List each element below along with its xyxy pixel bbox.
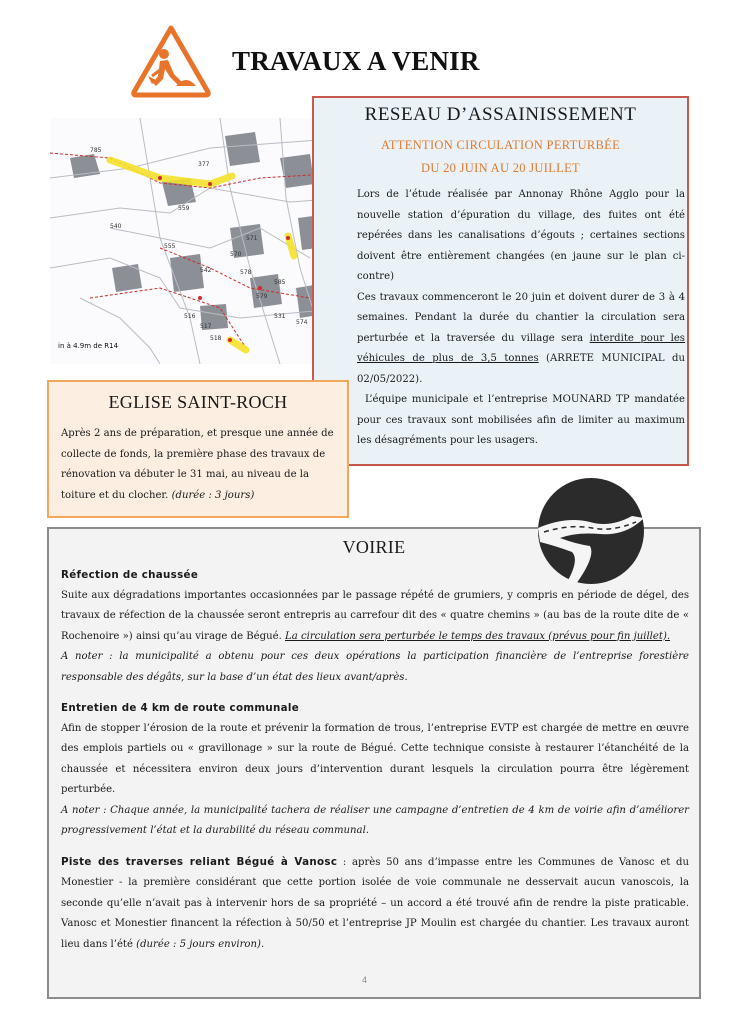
voirie-box [47,527,701,999]
section-heading-chaussee: Réfection de chaussée [61,569,199,581]
traffic-alert-line: ATTENTION CIRCULATION PERTURBÉE [380,138,621,152]
map-parcel-label: 531 [274,313,286,320]
voirie-title: VOIRIE [342,537,406,557]
assainissement-title: RESEAU D’ASSAINISSEMENT [364,104,637,125]
eglise-title: EGLISE SAINT-ROCH [108,392,288,412]
map-parcel-label: 574 [296,319,308,326]
section-text-piste: Piste des traverses reliant Bégué à Vanosc : après 50 ans d’impasse entre les Communes de Vanosc et du Monestier - la première considérant que cette portion isolée de voie communale ne desservait aucun vanoscois, la seconde qu’elle n’avait pas à intervenir hors de sa propriété – un accord a été trouvé afin de rendre la piste praticable. Vanosc et Monestier financent la réfection à 50/50 et l’entreprise JP Moulin est chargée du chantier. Les travaux auront lieu dans l’été (durée : 5 jours environ). [61,855,689,950]
map-parcel-label: 585 [274,279,286,286]
voirie-body [61,565,689,955]
page-number: 4 [362,975,368,985]
map-parcel-label: 578 [240,269,252,276]
map-scale-label: in à 4.9m de R14 [58,342,119,350]
section-note-chaussee: A noter : la municipalité a obtenu pour ces deux opérations la participation financière de l’entreprise forestière responsable des dégâts, sur la base d’un état des lieux avant/après. [61,651,689,683]
map-parcel-label: 571 [246,235,258,242]
page-title: TRAVAUX A VENIR [232,46,480,76]
section-text-chaussee: Suite aux dégradations importantes occasionnées par le passage répété de grumiers, y compris en période de dégel, des travaux de réfection de la chaussée seront entrepris au carrefour dit des « quatre chemins » (au bas de la route dite de « Rochenoire ») ainsi qu’au virage de Bégué. La circulation sera perturbée le temps des travaux (prévus pour fin juillet). [61,589,689,642]
roadwork-warning-icon [130,24,212,98]
map-parcel-label: 555 [164,243,176,250]
eglise-body: Après 2 ans de préparation, et presque une année de collecte de fonds, la première phase des travaux de rénovation va débuter le 31 mai, au niveau de la toiture et du clocher. (durée : 3 jours) [61,428,334,501]
sewer-works-map [50,118,346,364]
winding-road-icon [536,476,646,586]
map-parcel-label: 377 [198,161,210,168]
map-parcel-label: 542 [200,267,212,274]
section-heading-piste: Piste des traverses reliant Bégué à Vanosc [61,855,338,868]
section-heading-entretien: Entretien de 4 km de route communale [61,702,300,714]
section-note-entretien: A noter : Chaque année, la municipalité tachera de réaliser une campagne d’entretien de 4 km de voirie afin d’améliorer progressivement l’état et la durabilité du réseau communal. [61,804,689,836]
assainissement-para3: L’équipe municipale et l’entreprise MOUNARD TP mandatée pour ces travaux sont mobilisées afin de limiter au maximum les désagréments pour les usagers. [357,394,685,446]
section-text-entretien: Afin de stopper l’érosion de la route et prévenir la formation de trous, l’entreprise EVTP est chargée de mettre en œuvre des emplois partiels ou « gravillonage » sur la route de Bégué. Cette technique consiste à restaurer l’étanchéité de la chaussée et nécessitera environ deux jours d’intervention durant lesquels la circulation pourra être légèrement perturbée. [61,722,689,795]
chaussee-traffic-note: La circulation sera perturbée le temps des travaux (prévus pour fin juillet). [285,630,671,642]
eglise-box [47,380,349,518]
map-parcel-label: 518 [210,335,222,342]
tonnage-restriction: interdite pour les véhicules de plus de 3,5 tonnes [357,332,685,364]
eglise-duration: (durée : 3 jours) [171,489,255,501]
assainissement-body [357,185,685,452]
map-parcel-label: 785 [90,147,102,154]
map-parcel-label: 570 [230,251,242,258]
map-parcel-label: 579 [256,293,268,300]
traffic-dates-line: DU 20 JUIN AU 20 JUILLET [421,161,580,175]
map-parcel-label: 540 [110,223,122,230]
map-parcel-label: 559 [178,205,190,212]
piste-duration: (durée : 5 jours environ) [136,938,261,950]
map-parcel-label: 516 [184,313,196,320]
assainissement-para1: Lors de l’étude réalisée par Annonay Rhône Agglo pour la nouvelle station d’épuration du village, des fuites ont été repérées dans les canalisations d’égouts ; certaines sections doivent être entièrement changées (en jaune sur le plan ci-contre) [357,189,685,282]
map-parcel-label: 517 [200,323,212,330]
assainissement-para2: Ces travaux commenceront le 20 juin et doivent durer de 3 à 4 semaines. Pendant la durée du chantier la circulation sera perturbée et la traversée du village sera interdite pour les véhicules de plus de 3,5 tonnes (ARRETE MUNICIPAL du 02/05/2022). [357,291,685,385]
assainissement-box [312,96,689,466]
